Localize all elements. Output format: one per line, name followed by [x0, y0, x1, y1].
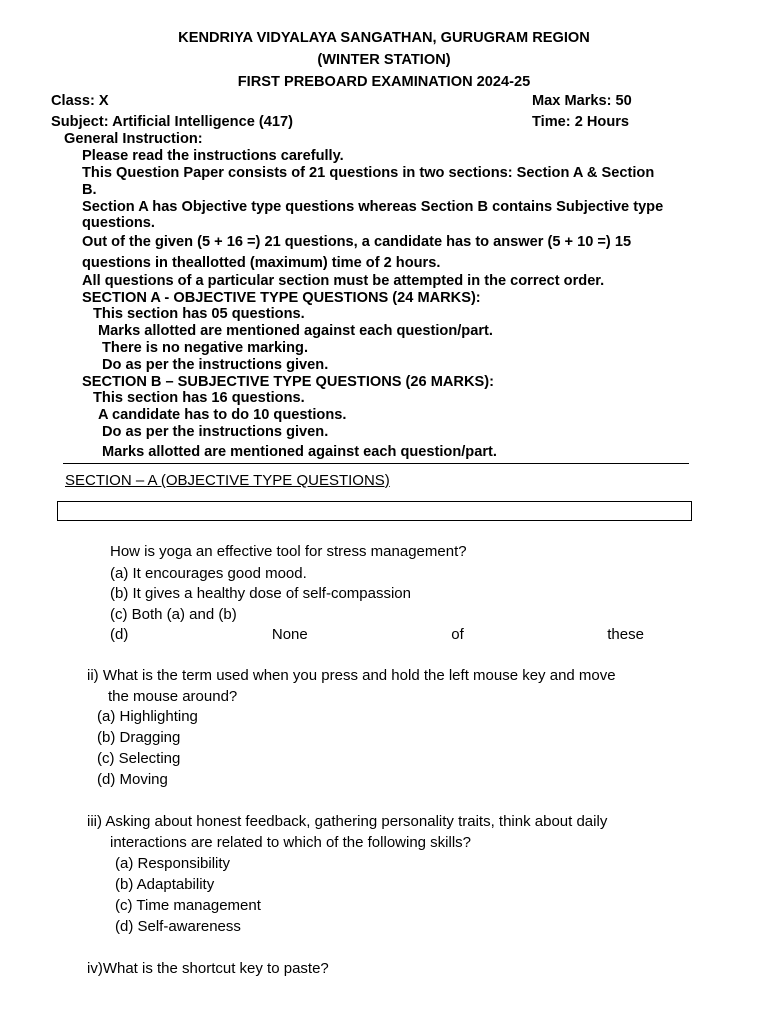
question-2-text-cont: the mouse around?: [108, 688, 238, 705]
question-3-text: iii) Asking about honest feedback, gathering personality traits, think about daily: [87, 813, 608, 830]
option-d-word: of: [451, 626, 464, 643]
instruction-line: Out of the given (5 + 16 =) 21 questions, a candidate has to answer (5 + 10 =) 15: [82, 234, 632, 250]
question-1-option-d: [110, 626, 644, 643]
empty-table-row: [57, 501, 692, 521]
instruction-line: This Question Paper consists of 21 questions in two sections: Section A & Section: [82, 165, 655, 181]
question-2-text: ii) What is the term used when you press and hold the left mouse key and move: [87, 667, 616, 684]
question-3-option: (d) Self-awareness: [115, 918, 241, 935]
question-2-option: (d) Moving: [97, 771, 168, 788]
exam-title: FIRST PREBOARD EXAMINATION 2024-25: [237, 74, 531, 90]
instruction-line: questions.: [82, 215, 155, 231]
subject-label: Subject: Artificial Intelligence (417): [51, 114, 293, 130]
section-a-title: SECTION – A (OBJECTIVE TYPE QUESTIONS): [65, 472, 390, 489]
section-a-point: Do as per the instructions given.: [102, 357, 329, 373]
section-a-point: Marks allotted are mentioned against each question/part.: [98, 323, 493, 339]
question-1-text: How is yoga an effective tool for stress management?: [110, 543, 467, 560]
instructions-title: General Instruction:: [64, 131, 203, 147]
station-name: (WINTER STATION): [317, 52, 451, 68]
instruction-line: All questions of a particular section must be attempted in the correct order.: [82, 273, 605, 289]
instruction-line: Section A has Objective type questions whereas Section B contains Subjective type: [82, 199, 664, 215]
instruction-line: B.: [82, 182, 97, 198]
instruction-line: Please read the instructions carefully.: [82, 148, 344, 164]
instruction-line: questions in theallotted (maximum) time of 2 hours.: [82, 255, 441, 271]
option-d-word: None: [271, 626, 308, 643]
question-3-option: (a) Responsibility: [115, 855, 231, 872]
section-b-point: Do as per the instructions given.: [102, 424, 329, 440]
question-3-option: (b) Adaptability: [115, 876, 215, 893]
question-3-option: (c) Time management: [115, 897, 261, 914]
section-a-heading: SECTION A - OBJECTIVE TYPE QUESTIONS (24 MARKS):: [82, 290, 481, 306]
question-2-option: (b) Dragging: [97, 729, 181, 746]
question-3-text-cont: interactions are related to which of the following skills?: [110, 834, 472, 851]
question-4-text: iv)What is the shortcut key to paste?: [87, 960, 329, 977]
question-1-option: (a) It encourages good mood.: [110, 565, 307, 582]
school-name: KENDRIYA VIDYALAYA SANGATHAN, GURUGRAM REGION: [178, 30, 590, 46]
max-marks-label: Max Marks: 50: [532, 93, 632, 109]
horizontal-divider: [63, 463, 689, 464]
option-d-label: (d): [110, 626, 129, 643]
option-d-word: these: [607, 626, 644, 643]
question-2-option: (c) Selecting: [97, 750, 181, 767]
section-a-point: There is no negative marking.: [102, 340, 308, 356]
section-b-point: A candidate has to do 10 questions.: [98, 407, 347, 423]
section-b-heading: SECTION B – SUBJECTIVE TYPE QUESTIONS (26 MARKS):: [82, 374, 494, 390]
question-2-option: (a) Highlighting: [97, 708, 198, 725]
section-b-point: Marks allotted are mentioned against each question/part.: [102, 444, 497, 460]
section-b-point: This section has 16 questions.: [93, 390, 305, 406]
section-a-point: This section has 05 questions.: [93, 306, 305, 322]
class-label: Class: X: [51, 93, 109, 109]
time-label: Time: 2 Hours: [532, 114, 630, 130]
question-1-option: (c) Both (a) and (b): [110, 606, 237, 623]
question-1-option: (b) It gives a healthy dose of self-compassion: [110, 585, 411, 602]
